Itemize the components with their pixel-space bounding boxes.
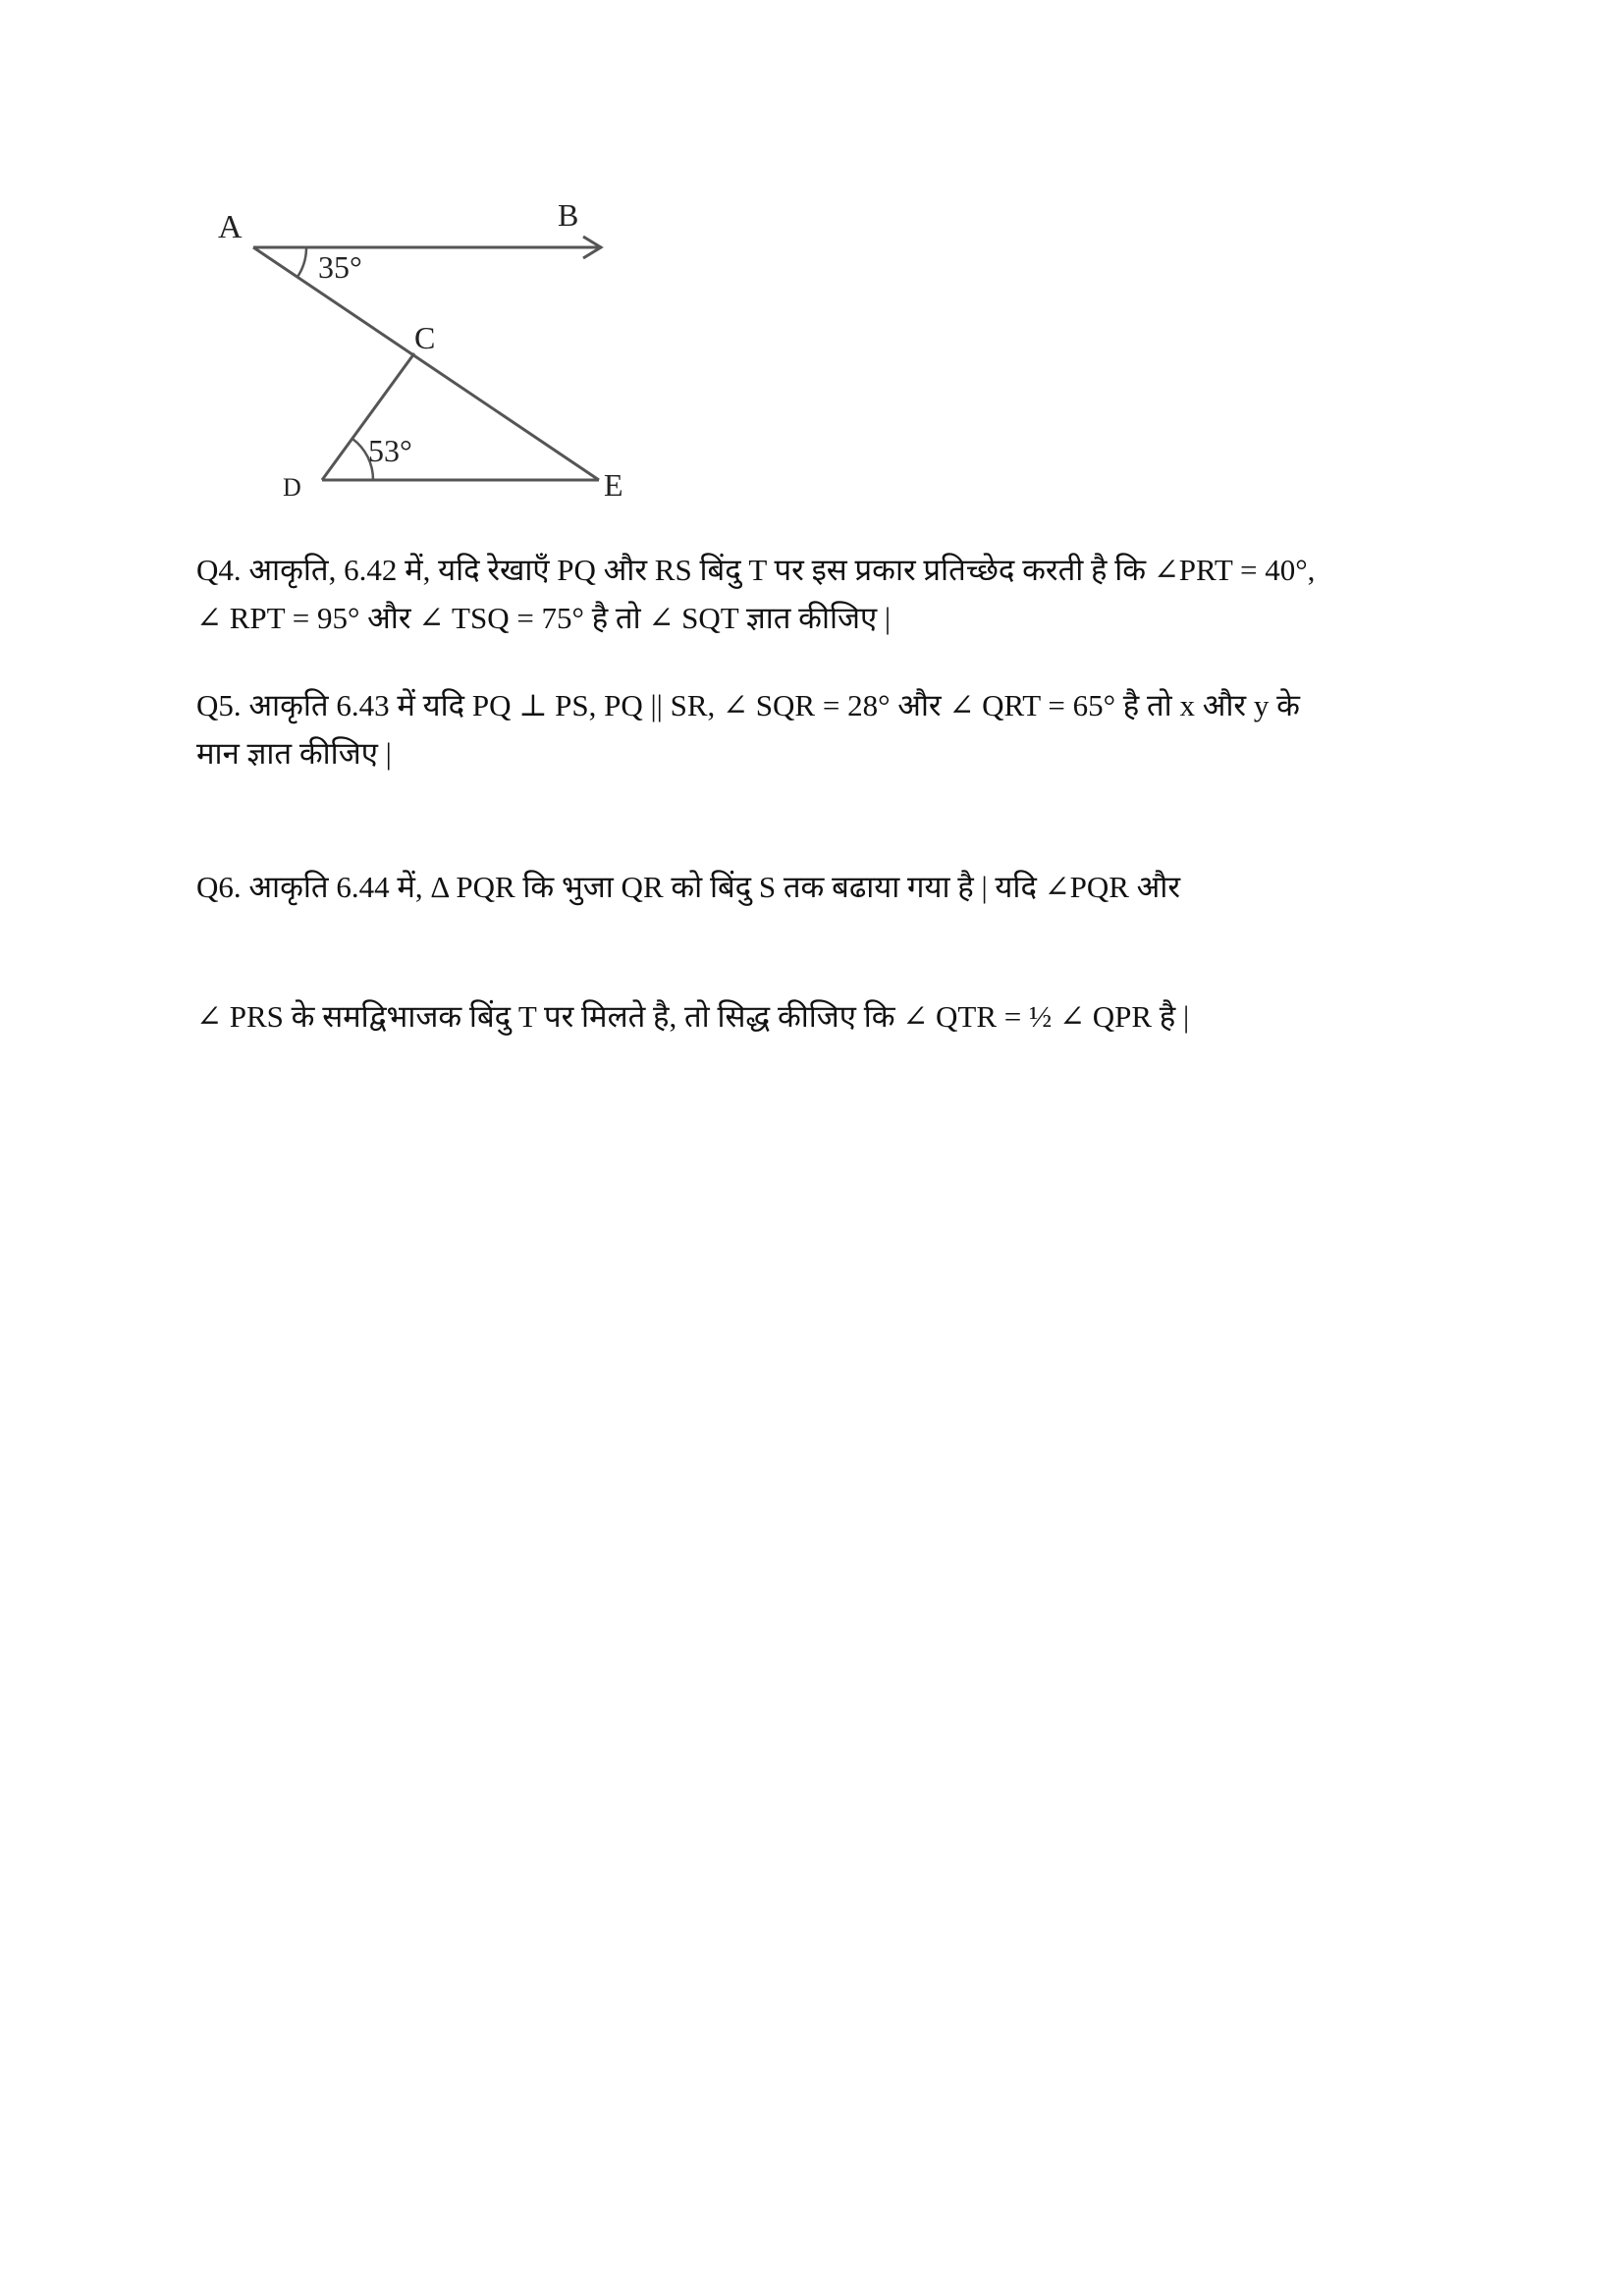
label-angle-a: 35° [318,249,362,285]
questions-section [196,546,1453,1089]
label-point-a: A [218,209,243,245]
question-6-line-1: Q6. आकृति 6.44 में, Δ PQR कि भुजा QR को बिंदु S तक बढाया गया है | यदि ∠PQR और [196,870,1181,904]
label-angle-d: 53° [368,433,412,468]
label-point-d: D [283,473,301,502]
question-6-line-2: ∠ PRS के समद्विभाजक बिंदु T पर मिलते है, तो सिद्ध कीजिए कि ∠ QTR = ½ ∠ QPR है | [196,999,1190,1034]
angle-arc-a [298,247,306,277]
line-ae [253,247,599,480]
label-point-c: C [414,320,436,355]
geometry-figure [196,191,658,515]
geometry-diagram [196,191,658,515]
question-5: Q5. आकृति 6.43 में यदि PQ ⊥ PS, PQ || SR, ∠ SQR = 28° और ∠ QRT = 65° है तो x और y के मान ज्ञात कीजिए | [196,688,1300,771]
label-point-b: B [558,197,579,233]
label-point-e: E [604,467,623,503]
question-6 [196,815,1453,1089]
question-4: Q4. आकृति, 6.42 में, यदि रेखाएँ PQ और RS बिंदु T पर इस प्रकार प्रतिच्छेद करती है कि ∠PRT = 40°, ∠ RPT = 95° और ∠ TSQ = 75° है तो ∠ SQT ज्ञात कीजिए | [196,553,1316,635]
